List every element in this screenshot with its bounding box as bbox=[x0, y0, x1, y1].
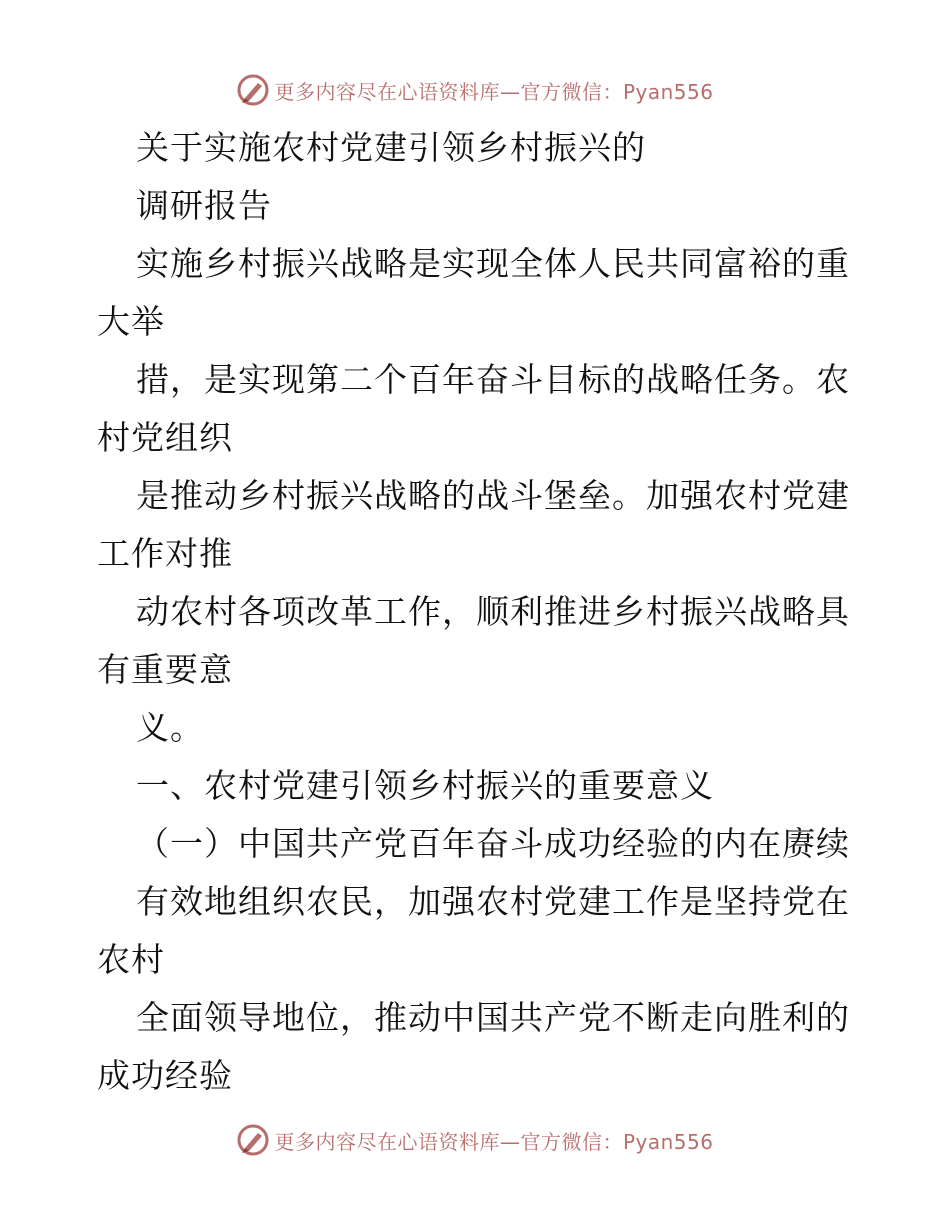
pen-logo-icon bbox=[236, 73, 270, 107]
body-line: 动农村各项改革工作，顺利推进乡村振兴战略具 bbox=[136, 592, 850, 631]
pen-logo-icon bbox=[236, 1123, 270, 1157]
body-line: 农村 bbox=[97, 940, 165, 979]
body-line: 全面领导地位，推动中国共产党不断走向胜利的 bbox=[136, 998, 850, 1037]
body-line: 有效地组织农民，加强农村党建工作是坚持党在 bbox=[136, 882, 850, 921]
body-line: 工作对推 bbox=[97, 534, 233, 573]
title-line-2: 调研报告 bbox=[136, 186, 272, 225]
body-line: 实施乡村振兴战略是实现全体人民共同富裕的重 bbox=[136, 244, 850, 283]
subsection-heading: （一）中国共产党百年奋斗成功经验的内在赓续 bbox=[136, 824, 850, 863]
body-line: 措，是实现第二个百年奋斗目标的战略任务。农 bbox=[136, 360, 850, 399]
header-watermark-banner bbox=[0, 70, 950, 110]
title-line-1: 关于实施农村党建引领乡村振兴的 bbox=[136, 128, 646, 167]
watermark-text: 更多内容尽在心语资料库—官方微信：Pyan556 bbox=[274, 1129, 714, 1154]
body-line: 大举 bbox=[97, 302, 165, 341]
section-heading: 一、农村党建引领乡村振兴的重要意义 bbox=[136, 766, 714, 805]
body-line: 村党组织 bbox=[97, 418, 233, 457]
body-line: 是推动乡村振兴战略的战斗堡垒。加强农村党建 bbox=[136, 476, 850, 515]
body-line: 有重要意 bbox=[97, 650, 233, 689]
watermark-text: 更多内容尽在心语资料库—官方微信：Pyan556 bbox=[274, 79, 714, 104]
footer-watermark-banner bbox=[0, 1120, 950, 1160]
body-line: 成功经验 bbox=[97, 1056, 233, 1095]
body-line: 义。 bbox=[136, 708, 204, 747]
